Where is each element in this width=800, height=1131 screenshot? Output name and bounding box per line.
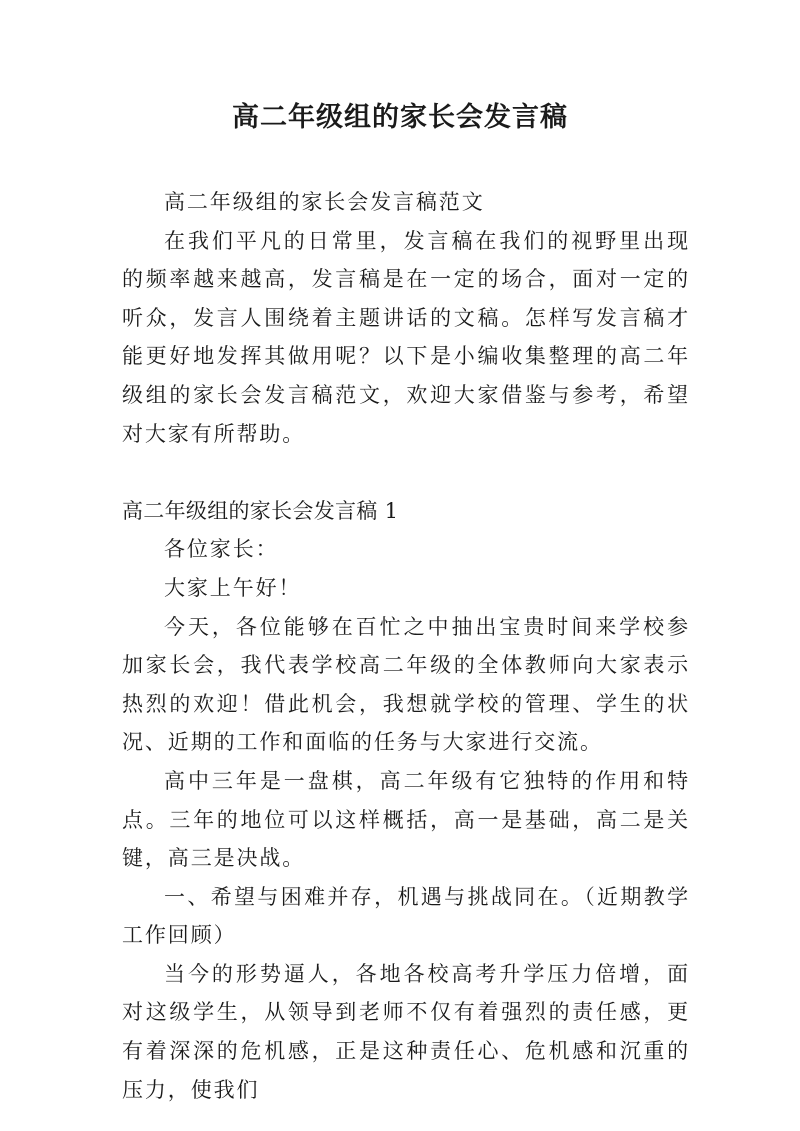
greeting: 大家上午好！ <box>164 575 302 600</box>
document-subtitle: 高二年级组的家长会发言稿范文 <box>164 190 485 214</box>
body-paragraph-welcome: 今天，各位能够在百忙之中抽出宝贵时间来学校参加家长会，我代表学校高二年级的全体教师向大家表示热烈的欢迎！借此机会，我想就学校的管理、学生的状况、近期的工作和面临的任务与大家进行交流。 <box>122 614 690 755</box>
document-body <box>122 183 690 1109</box>
body-paragraph-section-one: 一、希望与困难并存，机遇与挑战同在。（近期教学工作回顾） <box>122 884 690 948</box>
paragraph-gap <box>122 453 690 492</box>
body-paragraph-three-years: 高中三年是一盘棋，高二年级有它独特的作用和特点。三年的地位可以这样概括，高一是基础，高二是关键，高三是决战。 <box>122 768 690 871</box>
intro-paragraph: 在我们平凡的日常里，发言稿在我们的视野里出现的频率越来越高，发言稿是在一定的场合，面对一定的听众，发言人围绕着主题讲话的文稿。怎样写发言稿才能更好地发挥其做用呢？以下是小编收集整理的高二年级组的家长会发言稿范文，欢迎大家借鉴与参考，希望对大家有所帮助。 <box>122 228 690 446</box>
body-paragraph-pressure: 当今的形势逼人，各地各校高考升学压力倍增，面对这级学生，从领导到老师不仅有着强烈的责任感，更有着深深的危机感，正是这种责任心、危机感和沉重的压力，使我们 <box>122 961 690 1102</box>
document-title: 高二年级组的家长会发言稿 <box>232 102 568 133</box>
salutation: 各位家长： <box>164 537 279 562</box>
section-heading: 高二年级组的家长会发言稿 1 <box>122 498 399 523</box>
